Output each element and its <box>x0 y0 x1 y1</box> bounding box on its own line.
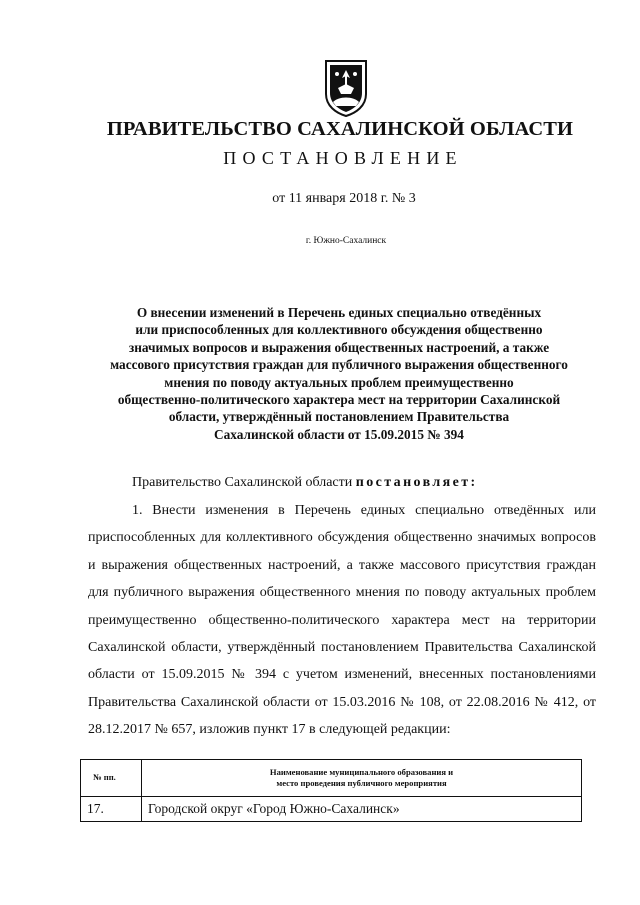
items-table <box>80 759 582 822</box>
column-header-name <box>142 760 582 797</box>
paragraph-1: 1. Внести изменения в Перечень единых специально отведённых или приспособленных для коллективного обсуждения общественно значимых вопросов и выражения общественных настроений, а также массового присутствия граждан для публичного выражения общественного мнения по поводу актуальных проблем преимущественно общественно-политического характера мест на территории Сахалинской области, утверждённый постановлением Правительства Сахалинской области от 15.09.2015 № 394 с учетом изменений, внесенных постановлениями Правительства Сахалинской области от 15.03.2016 № 108, от 22.08.2016 № 412, от 28.12.2017 № 657, изложив пункт 17 в следующей редакции: <box>88 503 596 738</box>
preamble <box>132 475 602 491</box>
row-name: Городской округ «Город Южно-Сахалинск» <box>142 797 582 822</box>
subject-line: О внесении изменений в Перечень единых специально отведённых <box>136 305 542 320</box>
column-header-number: № пп. <box>81 760 142 797</box>
preamble-text: Правительство Сахалинской области <box>132 475 356 490</box>
sakhalin-coat-of-arms-icon <box>323 58 369 118</box>
column-header-name-line: Наименование муниципального образования и <box>269 766 454 777</box>
subject-line: или приспособленных для коллективного обсуждения общественно <box>135 322 543 338</box>
document-subject <box>86 304 592 443</box>
preamble-emphasis: постановляет: <box>355 475 478 490</box>
column-header-name-line: место проведения публичного мероприятия <box>276 778 447 788</box>
subject-line: Сахалинской области от 15.09.2015 № 394 <box>214 426 464 442</box>
document-city: г. Южно-Сахалинск <box>305 236 387 246</box>
document-date-number: от 11 января 2018 г. № 3 <box>272 191 416 206</box>
subject-line: массового присутствия граждан для публичного выражения общественного мнения по поводу актуальных проблем преимущественно <box>110 357 568 390</box>
subject-line: области, утверждённый постановлением Правительства <box>168 409 510 425</box>
table-header-row <box>81 760 582 797</box>
government-title: ПРАВИТЕЛЬСТВО САХАЛИНСКОЙ ОБЛАСТИ <box>106 118 574 140</box>
row-number: 17. <box>81 797 142 822</box>
document-type: ПОСТАНОВЛЕНИЕ <box>223 148 463 168</box>
subject-line: значимых вопросов и выражения общественных настроений, а также <box>128 339 550 355</box>
table-row <box>81 797 582 822</box>
subject-line: общественно-политического характера мест на территории Сахалинской <box>117 392 561 408</box>
